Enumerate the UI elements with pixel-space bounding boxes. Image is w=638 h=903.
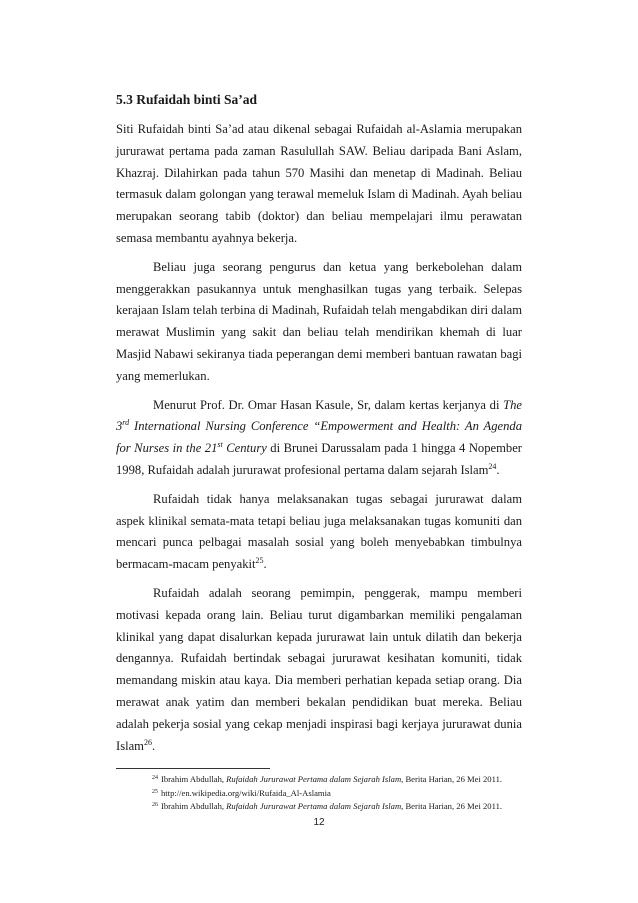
- paragraph-5-text: Rufaidah adalah seorang pemimpin, penggerak, mampu memberi motivasi kepada orang lain. Beliau turut digambarkan memiliki pengalaman klinikal yang dapat disalurkan kepada jururawat lain untuk dilatih dan bekerja dengannya. Rufaidah bertindak sebagai jururawat kesihatan komuniti, tidak memandang miskin atau kaya. Dia memberi perhatian kepada setiap orang. Dia merawat anak yatim dan memberi bekalan pendidikan buat mereka. Beliau adalah pekerja sosial yang cekap menjadi inspirasi bagi kerjaya jururawat dunia Islam: [116, 585, 522, 753]
- superscript-st: st: [217, 440, 223, 450]
- footnote-link[interactable]: http://en.wikipedia.org/wiki/Rufaida_Al-Aslamia: [161, 787, 331, 798]
- paragraph-4-end: .: [263, 557, 267, 572]
- paragraph-3-text: di Brunei Darussalam pada 1 hingga 4 Nopember 1998, Rufaidah adalah jururawat profesional pertama dalam sejarah Islam: [116, 441, 522, 477]
- footnote-number: 25: [152, 788, 158, 795]
- footnotes: [152, 773, 552, 814]
- paragraph-3: [116, 395, 522, 482]
- conference-title-part: International Nursing Conference “Empowerment and Health: An Agenda for Nurses in the 21: [116, 419, 522, 456]
- superscript-rd: rd: [122, 418, 130, 428]
- section-heading: 5.3 Rufaidah binti Sa’ad: [116, 92, 258, 107]
- footnote-title: Rufaidah Jururawat Pertama dalam Sejarah Islam: [226, 774, 402, 784]
- paragraph-4: [116, 489, 522, 576]
- conference-title-part: The 3: [116, 397, 522, 434]
- paragraph-5-end: .: [151, 738, 156, 753]
- paragraph-4-text: Rufaidah tidak hanya melaksanakan tugas sebagai jururawat dalam aspek klinikal semata-mata tetapi beliau juga melaksanakan tugas komuniti dan mencari punca pelbagai masalah sosial yang boleh menyebabkan timbulnya bermacam-macam penyakit: [116, 491, 522, 572]
- footnote-ref-25: 25: [255, 556, 264, 566]
- footnote-ref-26: 26: [143, 737, 152, 747]
- paragraph-2: Beliau juga seorang pengurus dan ketua yang berkebolehan dalam menggerakkan pasukannya untuk menghasilkan tugas yang terbaik. Selepas kerajaan Islam telah terbina di Madinah, Rufaidah telah mengabdikan diri dalam merawat Muslimin yang sakit dan beliau telah mendirikan khemah di luar Masjid Nabawi sekiranya tiada peperangan demi memberi bantuan rawatan bagi yang memerlukan.: [116, 259, 523, 383]
- page-number: 12: [313, 817, 325, 828]
- footnote-title: Rufaidah Jururawat Pertama dalam Sejarah Islam: [226, 801, 402, 811]
- paragraph-3-text: Menurut Prof. Dr. Omar Hasan Kasule, Sr, dalam kertas kerjanya di: [153, 397, 504, 412]
- footnote-number: 26: [152, 802, 158, 808]
- footnote-number: 24: [152, 775, 158, 781]
- body-text: [116, 119, 522, 764]
- paragraph-1: Siti Rufaidah binti Sa’ad atau dikenal sebagai Rufaidah al-Aslamia merupakan jururawat pertama pada zaman Rasulullah SAW. Beliau daripada Bani Aslam, Khazraj. Dilahirkan pada tahun 570 Masihi dan menetap di Madinah. Beliau termasuk dalam golongan yang terawal memeluk Islam di Madinah. Ayah beliau merupakan seorang tabib (doktor) dan beliau mempelajari ilmu perawatan semasa membantu ayahnya bekerja.: [116, 122, 522, 245]
- footnote-ref-24: 24: [488, 461, 497, 471]
- footnote: [152, 800, 552, 814]
- footnote-text: Ibrahim Abdullah,: [161, 801, 227, 811]
- conference-title-part: Century: [222, 441, 267, 456]
- paragraph-3-end: .: [496, 462, 500, 477]
- footnote-text: , Berita Harian, 26 Mei 2011.: [401, 801, 503, 811]
- footnote: [152, 787, 552, 801]
- footnote-separator: [116, 768, 270, 769]
- footnote-text: , Berita Harian, 26 Mei 2011.: [401, 774, 503, 784]
- footnote-text: Ibrahim Abdullah,: [161, 774, 227, 784]
- footnote: [152, 773, 552, 787]
- paragraph-5: [116, 583, 522, 757]
